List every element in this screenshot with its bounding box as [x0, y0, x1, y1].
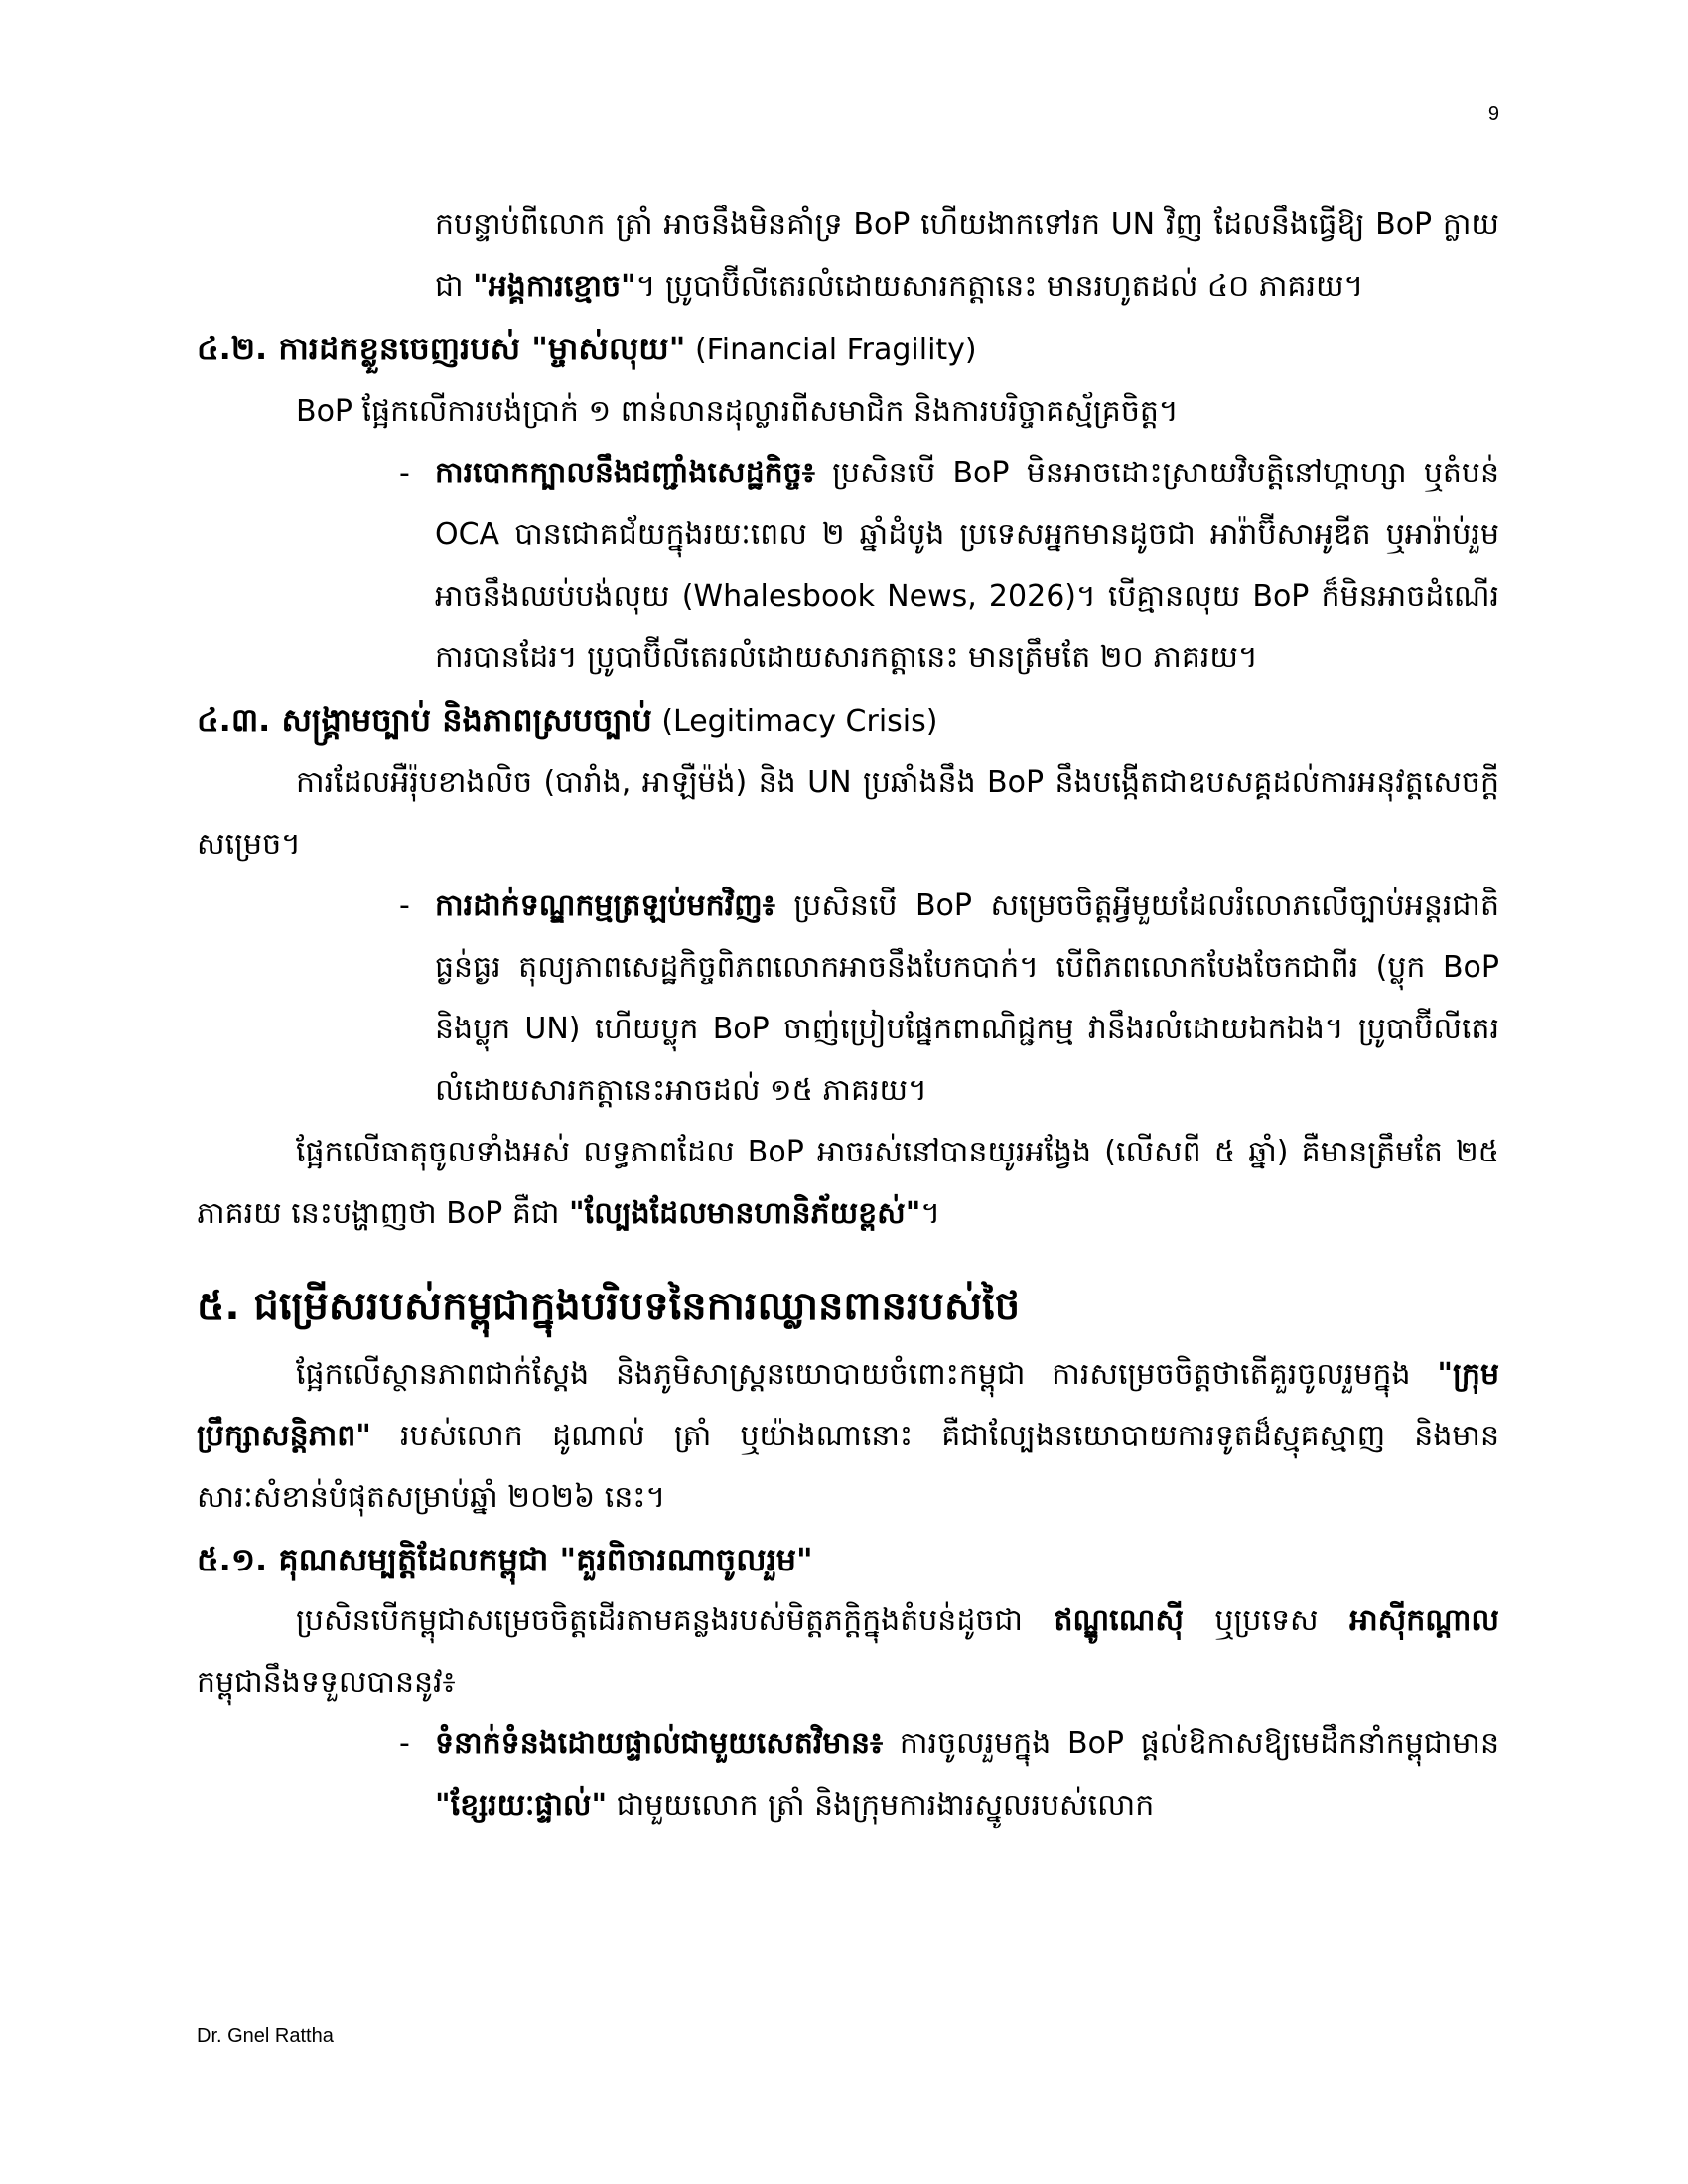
bullet-text: ការចូលរួមក្នុង BoP ផ្តល់ឱកាសឱ្យមេដឹកនាំកម្ពុជាមាន	[883, 1726, 1499, 1761]
section-4-3-heading	[197, 689, 1499, 752]
section-5-1-intro-mid: ឬប្រទេស	[1183, 1603, 1350, 1638]
continuation-bold: "អង្គការខ្មោច"	[473, 269, 636, 304]
section-5-1-heading: ៥.១. គុណសម្បត្តិដែលកម្ពុជា "គួរពិចារណាចូលរួម"	[197, 1541, 813, 1578]
bullet-bold: ទំនាក់ទំនងដោយផ្ទាល់ជាមួយសេតវិមាន៖	[435, 1726, 884, 1761]
footer-author: Dr. Gnel Rattha	[197, 2025, 334, 2047]
section-4-3-conclusion	[197, 1122, 1499, 1245]
bullet-text: ប្រសិនបើ BoP មិនអាចដោះស្រាយវិបត្តិនៅហ្គាហ្សា ឬតំបន់ OCA បានជោគជ័យក្នុងរយៈពេល ២ ឆ្នាំដំបូង ប្រទេសអ្នកមានដូចជា អារ៉ាប៊ីសាអូឌីត ឬអារ៉ាប់រួម អាចនឹងឈប់បង់លុយ (Whalesbook News, 2026)។ បើគ្មានលុយ BoP ក៏មិនអាចដំណើរការបានដែរ។ ប្រូបាប៊ីលីតេរលំដោយសារកត្តានេះ មានត្រឹមតែ ២០ ភាគរយ។	[435, 456, 1499, 675]
section-4-3-bullet	[197, 876, 1499, 1122]
section-4-3-intro: ការដែលអឺរ៉ុបខាងលិច (បារាំង, អាឡឺម៉ង់) និង UN ប្រឆាំងនឹង BoP នឹងបង្កើតជាឧបសគ្គដល់ការអនុវត្តសេចក្តីសម្រេច។	[197, 765, 1499, 862]
section-5-1-bullet	[197, 1713, 1499, 1837]
section-4-3-title-en: (Legitimacy Crisis)	[651, 704, 938, 739]
section-5-1-intro-tail: កម្ពុជានឹងទទួលបាននូវ៖	[197, 1665, 456, 1700]
section-5-1-intro-text: ប្រសិនបើកម្ពុជាសម្រេចចិត្តដើរតាមគន្លងរបស់មិត្តភក្តិក្នុងតំបន់ដូចជា	[296, 1603, 1055, 1638]
bullet-dash: -	[399, 1726, 410, 1761]
section-5-intro-bold: "ក្រុមប្រឹក្សាសន្តិភាព"	[197, 1357, 1499, 1453]
bullet-dash: -	[399, 456, 410, 490]
section-5-heading: ៥. ជម្រើសរបស់កម្ពុជាក្នុងបរិបទនៃការឈ្លានពានរបស់ថៃ	[197, 1284, 1021, 1329]
bullet-bold-2: "ខ្សែរយៈផ្ទាល់"	[435, 1788, 608, 1823]
continuation-tail: ។ ប្រូបាប៊ីលីតេរលំដោយសារកត្តានេះ មានរហូតដល់ ៤០ ភាគរយ។	[635, 269, 1364, 304]
section-5-intro	[197, 1344, 1499, 1529]
bullet-bold: ការដាក់ទណ្ឌកម្មត្រឡប់មកវិញ៖	[435, 888, 775, 923]
section-5-1-intro	[197, 1590, 1499, 1713]
section-4-3-title: ៤.៣. សង្គ្រាមច្បាប់ និងភាពស្របច្បាប់	[197, 701, 652, 739]
section-5-1-bold-indonesia: ឥណ្ឌូណេស៊ី	[1054, 1603, 1184, 1638]
page-number: 9	[1487, 103, 1499, 125]
continuation-paragraph	[197, 195, 1499, 318]
bullet-bold: ការបោកក្បាលនឹងជញ្ជាំងសេដ្ឋកិច្ច៖	[435, 456, 815, 490]
section-5-1-bullets	[197, 1713, 1499, 1837]
bullet-text: ប្រសិនបើ BoP សម្រេចចិត្តអ្វីមួយដែលរំលោភលើច្បាប់អន្តរជាតិធ្ងន់ធ្ងរ តុល្យភាពសេដ្ឋកិច្ចពិភពលោកអាចនឹងបែកបាក់។ បើពិភពលោកបែងចែកជាពីរ (ប្លុក BoP និងប្លុក UN) ហើយប្លុក BoP ចាញ់ប្រៀបផ្នែកពាណិជ្ជកម្ម វានឹងរលំដោយឯកឯង។ ប្រូបាប៊ីលីតេរលំដោយសារកត្តានេះអាចដល់ ១៥ ភាគរយ។	[435, 888, 1499, 1108]
section-4-2-bullet	[197, 443, 1499, 689]
continuation-text: កបន្ទាប់ពីលោក ត្រាំ អាចនឹងមិនគាំទ្រ BoP ហើយងាកទៅរក UN វិញ ដែលនឹងធ្វើឱ្យ BoP ក្លាយជា	[435, 207, 1499, 304]
section-4-3-bullets	[197, 876, 1499, 1122]
conclusion-tail: ។	[920, 1196, 941, 1231]
section-4-2-title-en: (Financial Fragility)	[685, 333, 977, 367]
conclusion-text: ផ្អែកលើធាតុចូលទាំងអស់ លទ្ធភាពដែល BoP អាចរស់នៅបានយូរអង្វែង (លើសពី ៥ ឆ្នាំ) គឺមានត្រឹមតែ ២៥ ភាគរយ នេះបង្ហាញថា BoP គឺជា	[197, 1135, 1499, 1231]
bullet-dash: -	[399, 888, 410, 923]
document-body	[197, 195, 1499, 1837]
section-4-2-heading	[197, 318, 1499, 381]
conclusion-bold: "ល្បែងដែលមានហានិភ័យខ្ពស់"	[568, 1196, 921, 1231]
bullet-tail: ជាមួយលោក ត្រាំ និងក្រុមការងារស្នូលរបស់លោក	[607, 1788, 1155, 1823]
section-5-intro-tail: របស់លោក ដូណាល់ ត្រាំ ឬយ៉ាងណានោះ គឺជាល្បែងនយោបាយការទូតដ៏ស្មុគស្មាញ និងមានសារៈសំខាន់បំផុតសម្រាប់ឆ្នាំ ២០២៦ នេះ។	[197, 1419, 1499, 1515]
section-4-2-intro: BoP ផ្អែកលើការបង់ប្រាក់ ១ ពាន់លានដុល្លារពីសមាជិក និងការបរិច្ចាគស្ម័គ្រចិត្ត។	[296, 394, 1179, 429]
section-5-intro-text: ផ្អែកលើស្ថានភាពជាក់ស្តែង និងភូមិសាស្ត្រនយោបាយចំពោះកម្ពុជា ការសម្រេចចិត្តថាតើគួរចូលរួមក្នុង	[296, 1357, 1438, 1392]
section-5-1-bold-central-asia: អាស៊ីកណ្តាល	[1349, 1603, 1499, 1638]
section-4-2-bullets	[197, 443, 1499, 689]
section-4-2-title: ៤.២. ការដកខ្លួនចេញរបស់ "ម្ចាស់លុយ"	[197, 330, 686, 367]
